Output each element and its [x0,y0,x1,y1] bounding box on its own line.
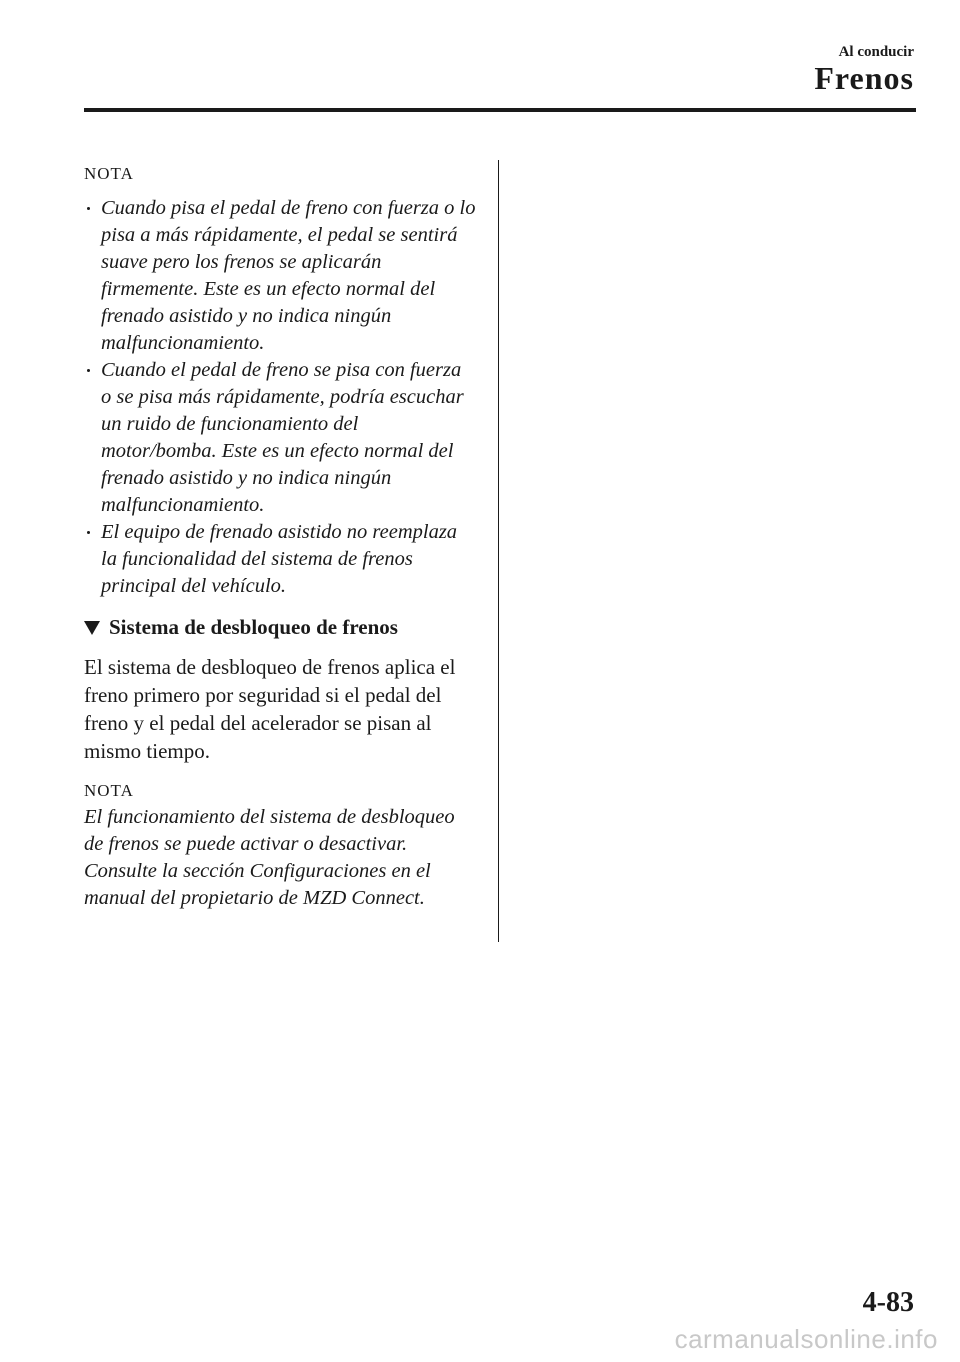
header-divider [84,108,916,112]
bullet-dot-icon [87,531,90,534]
page-title: Frenos [814,60,914,96]
note-bullet-text: Cuando el pedal de freno se pisa con fuerza o se pisa más rápidamente, podría escuchar un ruido de funcionamiento del motor/bomba. Este es un efecto normal del frenado asistido y no indica ningún malfuncionamiento. [101,359,464,516]
note-bullet-item [84,357,476,519]
note-label: NOTA [84,781,134,800]
note-bullet-list [84,195,476,600]
note-bullet-item [84,519,476,600]
triangle-down-icon [84,621,100,635]
bullet-dot-icon [87,369,90,372]
watermark: carmanualsonline.info [674,1324,938,1354]
note-label: NOTA [84,164,134,183]
note-bullet-text: Cuando pisa el pedal de freno con fuerza o lo pisa a más rápidamente, el pedal se sentirá suave pero los frenos se aplicarán firmemente. Este es un efecto normal del frenado asistido y no indica ningún malfuncionamiento. [101,197,476,354]
section-body: El sistema de desbloqueo de frenos aplica el freno primero por seguridad si el pedal del freno y el pedal del acelerador se pisan al mismo tiempo. [84,655,456,763]
header-section-label: Al conducir [838,44,914,60]
note-bullet-text: El equipo de frenado asistido no reemplaza la funcionalidad del sistema de frenos principal del vehículo. [101,521,458,597]
bullet-dot-icon [87,207,90,210]
section-heading-text: Sistema de desbloqueo de frenos [109,615,398,639]
note-block [84,777,476,912]
section-heading [84,614,476,641]
left-column [84,160,476,912]
page-number: 4-83 [862,1287,914,1318]
note-text: Consulte la sección Configuraciones en el manual del propietario de MZD Connect. [84,860,431,909]
note-text: El funcionamiento del sistema de desbloqueo de frenos se puede activar o desactivar. [84,806,455,855]
column-divider [498,160,499,942]
note-bullet-item [84,195,476,357]
